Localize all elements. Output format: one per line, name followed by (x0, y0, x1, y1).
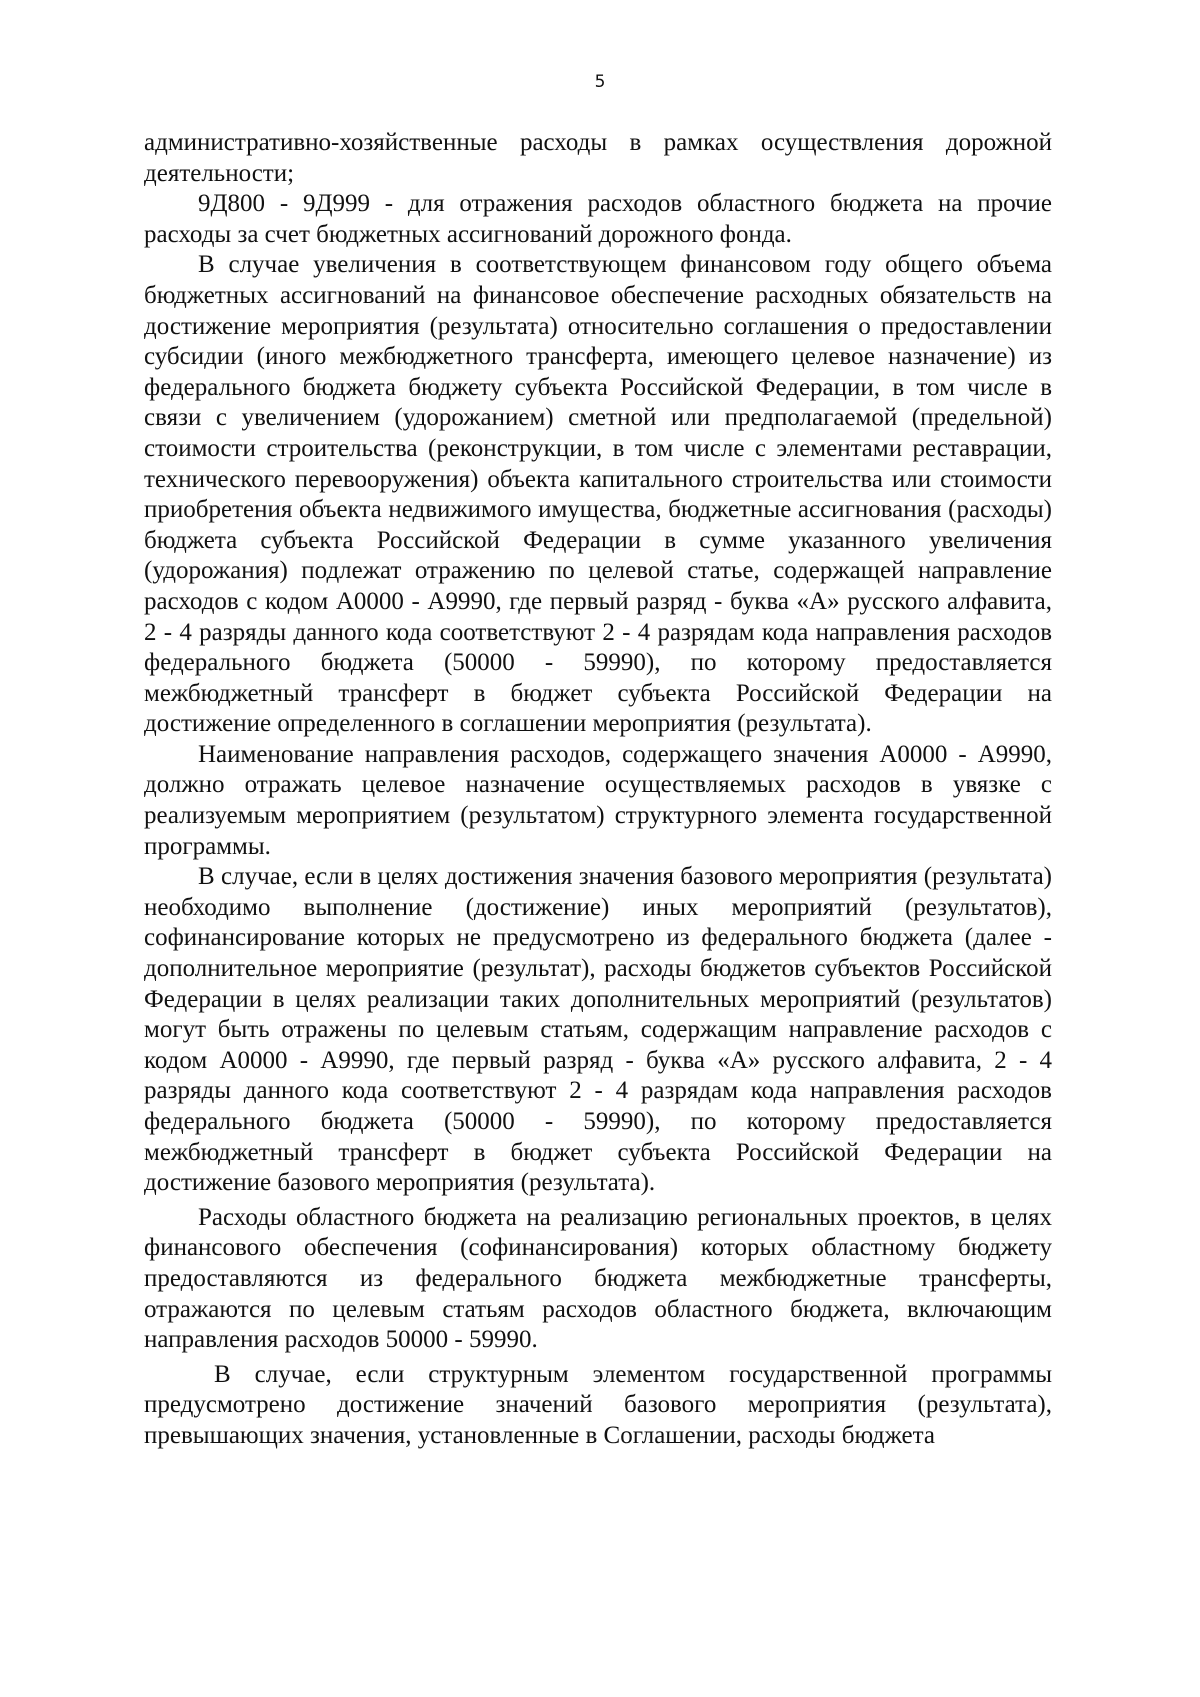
paragraph-5: В случае, если в целях достижения значения базового мероприятия (результата) необходимо выполнение (достижение) иных мероприятий (результатов), софинансирование которых не предусмотрено из федерального бюджета (далее - дополнительное мероприятие (результат), расходы бюджетов субъектов Российской Федерации в целях реализации таких дополнительных мероприятий (результатов) могут быть отражены по целевым статьям, содержащим направление расходов с кодом А0000 - А9990, где первый разряд - буква «А» русского алфавита, 2 - 4 разряды данного кода соответствуют 2 - 4 разрядам кода направления расходов федерального бюджета (50000 - 59990), по которому предоставляется межбюджетный трансферт в бюджет субъекта Российской Федерации на достижение базового мероприятия (результата). (144, 863, 1052, 1197)
document-body (144, 128, 1052, 1452)
paragraph-7: В случае, если структурным элементом государственной программы предусмотрено достижение значений базового мероприятия (результата), превышающих значения, установленные в Соглашении, расходы бюджета (144, 1360, 1052, 1449)
paragraph-1: административно-хозяйственные расходы в рамках осуществления дорожной деятельности; (144, 129, 1052, 187)
paragraph-2: 9Д800 - 9Д999 - для отражения расходов областного бюджета на прочие расходы за счет бюджетных ассигнований дорожного фонда. (144, 190, 1052, 248)
paragraph-4: Наименование направления расходов, содержащего значения А0000 - А9990, должно отражать целевое назначение осуществляемых расходов в увязке с реализуемым мероприятием (результатом) структурного элемента государственной программы. (144, 740, 1052, 860)
paragraph-6: Расходы областного бюджета на реализацию региональных проектов, в целях финансового обеспечения (софинансирования) которых областному бюджету предоставляются из федерального бюджета межбюджетные трансферты, отражаются по целевым статьям расходов областного бюджета, включающим направления расходов 50000 - 59990. (144, 1203, 1052, 1354)
paragraph-3: В случае увеличения в соответствующем финансовом году общего объема бюджетных ассигнований на финансовое обеспечение расходных обязательств на достижение мероприятия (результата) относительно соглашения о предоставлении субсидии (иного межбюджетного трансферта, имеющего целевое назначение) из федерального бюджета бюджету субъекта Российской Федерации, в том числе в связи с увеличением (удорожанием) сметной или предполагаемой (предельной) стоимости строительства (реконструкции, в том числе с элементами реставрации, технического перевооружения) объекта капитального строительства или стоимости приобретения объекта недвижимого имущества, бюджетные ассигнования (расходы) бюджета субъекта Российской Федерации в сумме указанного увеличения (удорожания) подлежат отражению по целевой статье, содержащей направление расходов с кодом А0000 - А9990, где первый разряд - буква «А» русского алфавита, 2 - 4 разряды данного кода соответствуют 2 - 4 разрядам кода направления расходов федерального бюджета (50000 - 59990), по которому предоставляется межбюджетный трансферт в бюджет субъекта Российской Федерации на достижение определенного в соглашении мероприятия (результата). (144, 251, 1052, 738)
page-number: 5 (594, 72, 606, 92)
